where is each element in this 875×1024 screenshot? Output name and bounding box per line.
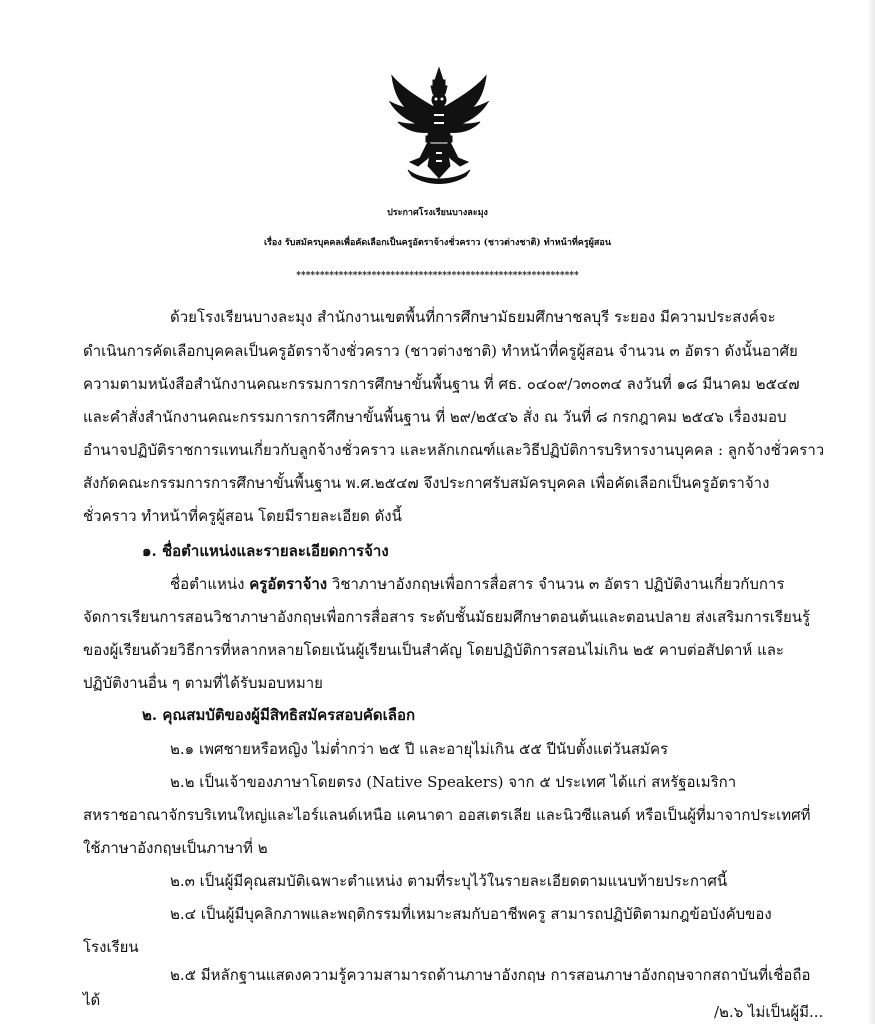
document-title: ประกาศโรงเรียนบางละมุง <box>387 208 488 218</box>
intro-line-3: ความตามหนังสือสำนักงานคณะกรรมการการศึกษาขั้นพื้นฐาน ที่ ศธ. ๐๔๐๙/ว๓๐๓๔ ลงวันที่ ๑๘ มีนาคม ๒๕๔๗ <box>83 375 800 393</box>
section-2-item-2-line-2: สหราชอาณาจักรบริเทนใหญ่และไอร์แลนด์เหนือ แคนาดา ออสเตรเลีย และนิวซีแลนด์ หรือเป็นผู้ที่มาจากประเทศที่ <box>83 806 811 824</box>
section-1-line-3: ของผู้เรียนด้วยวิธีการที่หลากหลายโดยเน้นผู้เรียนเป็นสำคัญ โดยปฏิบัติการสอนไม่เกิน ๒๕ คาบต่อสัปดาห์ และ <box>83 641 784 659</box>
section-2-item-4-line-1: ๒.๔ เป็นผู้มีบุคลิกภาพและพฤติกรรมที่เหมาะสมกับอาชีพครู สามารถปฏิบัติตามกฎข้อบังคับของ <box>170 905 772 923</box>
section-2-item-3: ๒.๓ เป็นผู้มีคุณสมบัติเฉพาะตำแหน่ง ตามที่ระบุไว้ในรายละเอียดตามแนบท้ายประกาศนี้ <box>170 872 728 890</box>
intro-line-2: ดำเนินการคัดเลือกบุคคลเป็นครูอัตราจ้างชั่วคราว (ชาวต่างชาติ) ทำหน้าที่ครูผู้สอน จำนวน ๓ อัตรา ดังนั้นอาศัย <box>83 342 798 360</box>
intro-line-4: และคำสั่งสำนักงานคณะกรรมการการศึกษาขั้นพื้นฐาน ที่ ๒๙/๒๕๔๖ สั่ง ณ วันที่ ๘ กรกฎาคม ๒๕๔๖ เรื่องมอบ <box>83 408 787 426</box>
section-2-item-2-line-1: ๒.๒ เป็นเจ้าของภาษาโดยตรง (Native Speakers) จาก ๕ ประเทศ ได้แก่ สหรัฐอเมริกา <box>170 773 737 791</box>
position-name: ครูอัตราจ้าง <box>249 575 328 593</box>
intro-line-7: ชั่วคราว ทำหน้าที่ครูผู้สอน โดยมีรายละเอียด ดังนี้ <box>83 507 402 525</box>
section-2-item-1: ๒.๑ เพศชายหรือหญิง ไม่ต่ำกว่า ๒๕ ปี และอายุไม่เกิน ๕๕ ปีนับตั้งแต่วันสมัคร <box>170 740 669 758</box>
continuation-note: /๒.๖ ไม่เป็นผู้มี... <box>714 1003 824 1021</box>
intro-line-5: อำนาจปฏิบัติราชการแทนเกี่ยวกับลูกจ้างชั่วคราว และหลักเกณฑ์และวิธีปฏิบัติการบริหารงานบุคคล : ลูกจ้างชั่วคราว <box>83 441 825 459</box>
section-2-item-5-line-1: ๒.๕ มีหลักฐานแสดงความรู้ความสามารถด้านภาษาอังกฤษ การสอนภาษาอังกฤษจากสถาบันที่เชื่อถือ <box>170 966 811 984</box>
intro-line-1: ด้วยโรงเรียนบางละมุง สำนักงานเขตพื้นที่การศึกษามัธยมศึกษาชลบุรี ระยอง มีความประสงค์จะ <box>170 308 776 326</box>
separator-stars: ************************************************************ <box>296 271 579 281</box>
page-edge-shadow <box>867 0 875 1024</box>
section-2-item-5-line-2: ได้ <box>83 991 101 1009</box>
section-2-heading: ๒. คุณสมบัติของผู้มีสิทธิสมัครสอบคัดเลือก <box>142 706 416 724</box>
section-1-line-2: จัดการเรียนการสอนวิชาภาษาอังกฤษเพื่อการสื่อสาร ระดับชั้นมัธยมศึกษาตอนต้นและตอนปลาย ส่งเสริมการเรียนรู้ <box>83 608 811 626</box>
intro-line-6: สังกัดคณะกรรมการการศึกษาขั้นพื้นฐาน พ.ศ.๒๕๔๗ จึงประกาศรับสมัครบุคคล เพื่อคัดเลือกเป็นครูอัตราจ้าง <box>83 474 770 492</box>
section-1-line-1: ชื่อตำแหน่ง ครูอัตราจ้าง วิชาภาษาอังกฤษเพื่อการสื่อสาร จำนวน ๓ อัตรา ปฏิบัติงานเกี่ยวกับการ <box>170 575 785 593</box>
section-2-item-4-line-2: โรงเรียน <box>83 938 139 956</box>
section-1-heading: ๑. ชื่อตำแหน่งและรายละเอียดการจ้าง <box>142 542 389 560</box>
section-2-item-2-line-3: ใช้ภาษาอังกฤษเป็นภาษาที่ ๒ <box>83 839 268 857</box>
section-1-line-4: ปฏิบัติงานอื่น ๆ ตามที่ได้รับมอบหมาย <box>83 674 323 692</box>
garuda-emblem-icon <box>388 66 490 188</box>
document-subject: เรื่อง รับสมัครบุคคลเพื่อคัดเลือกเป็นครูอัตราจ้างชั่วคราว (ชาวต่างชาติ) ทำหน้าที่ครูผู้สอน <box>264 238 611 248</box>
